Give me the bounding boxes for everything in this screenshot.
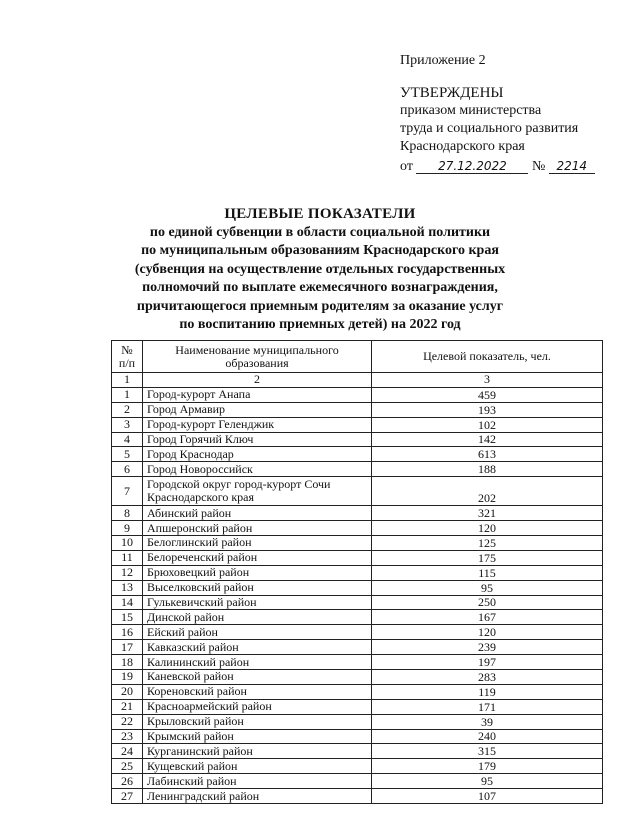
- document-title: [0, 205, 640, 335]
- table-row: [112, 506, 603, 521]
- row-name: Динской район: [143, 610, 372, 625]
- header-num: № п/п: [112, 341, 143, 373]
- row-name: Город Краснодар: [143, 447, 372, 462]
- row-number: 17: [112, 640, 143, 655]
- row-name: Город Армавир: [143, 402, 372, 417]
- row-name: Городской округ город-курорт Сочи Краснодарского края: [143, 477, 372, 506]
- row-number: 7: [112, 477, 143, 506]
- row-number: 10: [112, 536, 143, 551]
- indicators-table: [111, 340, 603, 804]
- row-number: 20: [112, 684, 143, 699]
- row-value: 283: [372, 670, 603, 685]
- row-value: 175: [372, 550, 603, 565]
- row-name: Ейский район: [143, 625, 372, 640]
- table-header-row: [112, 341, 603, 373]
- title-line: по единой субвенции в области социальной политики: [149, 224, 491, 240]
- table-row: [112, 550, 603, 565]
- row-value: 39: [372, 714, 603, 729]
- table-row: [112, 714, 603, 729]
- appendix-label: Приложение 2: [400, 53, 486, 68]
- row-name: Каневской район: [143, 670, 372, 685]
- row-name: Калининский район: [143, 655, 372, 670]
- row-number: 21: [112, 699, 143, 714]
- row-value: 107: [372, 789, 603, 804]
- title-line: (субвенция на осуществление отдельных государственных: [134, 261, 506, 277]
- row-number: 22: [112, 714, 143, 729]
- row-name: Апшеронский район: [143, 521, 372, 536]
- index-cell: 1: [112, 373, 143, 388]
- row-name: Кущевский район: [143, 759, 372, 774]
- table-row: [112, 774, 603, 789]
- row-name: Брюховецкий район: [143, 565, 372, 580]
- header-value: Целевой показатель, чел.: [372, 341, 603, 373]
- header-name: Наименование муниципального образования: [143, 341, 372, 373]
- table-row: [112, 744, 603, 759]
- table-row: [112, 699, 603, 714]
- table-row: [112, 610, 603, 625]
- title-line: полномочий по выплате ежемесячного вознаграждения,: [142, 280, 498, 295]
- table-row: [112, 402, 603, 417]
- row-value: 95: [372, 774, 603, 789]
- row-number: 19: [112, 670, 143, 685]
- approval-line-2: труда и социального развития: [400, 121, 579, 136]
- table-row: [112, 417, 603, 432]
- row-name: Выселковский район: [143, 580, 372, 595]
- column-index-row: [112, 373, 603, 388]
- row-name: Крыловский район: [143, 714, 372, 729]
- row-number: 9: [112, 521, 143, 536]
- table-body: [112, 373, 603, 804]
- row-value: 171: [372, 699, 603, 714]
- row-number: 25: [112, 759, 143, 774]
- table-row: [112, 387, 603, 402]
- row-number: 13: [112, 580, 143, 595]
- row-value: 120: [372, 521, 603, 536]
- row-number: 6: [112, 462, 143, 477]
- row-value: 321: [372, 506, 603, 521]
- row-number: 4: [112, 432, 143, 447]
- table-row: [112, 565, 603, 580]
- row-number: 27: [112, 789, 143, 804]
- table-row: [112, 447, 603, 462]
- row-number: 5: [112, 447, 143, 462]
- row-number: 12: [112, 565, 143, 580]
- row-name: Гулькевичский район: [143, 595, 372, 610]
- row-value: 119: [372, 684, 603, 699]
- table-row: [112, 684, 603, 699]
- row-value: 315: [372, 744, 603, 759]
- table-row: [112, 640, 603, 655]
- row-value: 115: [372, 565, 603, 580]
- row-number: 26: [112, 774, 143, 789]
- row-number: 2: [112, 402, 143, 417]
- row-number: 16: [112, 625, 143, 640]
- approval-line-1: приказом министерства: [400, 103, 542, 118]
- table-row: [112, 595, 603, 610]
- row-number: 11: [112, 550, 143, 565]
- row-name: Абинский район: [143, 506, 372, 521]
- row-name: Лабинский район: [143, 774, 372, 789]
- table-row: [112, 462, 603, 477]
- title-main: ЦЕЛЕВЫЕ ПОКАЗАТЕЛИ: [224, 206, 416, 222]
- number-prefix: №: [531, 159, 546, 174]
- row-value: 250: [372, 595, 603, 610]
- table-row: [112, 432, 603, 447]
- row-number: 3: [112, 417, 143, 432]
- table-row: [112, 625, 603, 640]
- row-number: 15: [112, 610, 143, 625]
- index-cell: 3: [372, 373, 603, 388]
- table-row: [112, 536, 603, 551]
- table-row: [112, 670, 603, 685]
- row-number: 23: [112, 729, 143, 744]
- row-name: Крымский район: [143, 729, 372, 744]
- row-value: 102: [372, 417, 603, 432]
- row-number: 24: [112, 744, 143, 759]
- row-value: 120: [372, 625, 603, 640]
- title-line: по воспитанию приемных детей) на 2022 год: [179, 317, 461, 332]
- table-row: [112, 759, 603, 774]
- order-date: 27.12.2022: [416, 159, 528, 174]
- date-prefix: от: [400, 159, 413, 174]
- row-name: Курганинский район: [143, 744, 372, 759]
- row-name: Город Новороссийск: [143, 462, 372, 477]
- approval-block: [400, 52, 595, 176]
- row-name: Ленинградский район: [143, 789, 372, 804]
- approval-line-3: Краснодарского края: [400, 139, 525, 154]
- table-row: [112, 580, 603, 595]
- row-number: 1: [112, 387, 143, 402]
- row-value: 179: [372, 759, 603, 774]
- table-row: [112, 789, 603, 804]
- table-row: [112, 729, 603, 744]
- order-number: 2214: [549, 159, 595, 174]
- row-value: 167: [372, 610, 603, 625]
- table-row: [112, 521, 603, 536]
- row-name: Город-курорт Анапа: [143, 387, 372, 402]
- row-value: 459: [372, 387, 603, 402]
- table-row: [112, 477, 603, 506]
- row-name: Город-курорт Геленджик: [143, 417, 372, 432]
- row-value: 188: [372, 462, 603, 477]
- row-number: 18: [112, 655, 143, 670]
- title-line: по муниципальным образованиям Краснодарского края: [141, 243, 499, 258]
- row-value: 193: [372, 402, 603, 417]
- row-name: Город Горячий Ключ: [143, 432, 372, 447]
- row-value: 613: [372, 447, 603, 462]
- row-number: 14: [112, 595, 143, 610]
- order-date-line: [400, 158, 595, 176]
- row-value: 197: [372, 655, 603, 670]
- row-name: Белоглинский район: [143, 536, 372, 551]
- row-name: Красноармейский район: [143, 699, 372, 714]
- row-value: 125: [372, 536, 603, 551]
- row-number: 8: [112, 506, 143, 521]
- table-row: [112, 655, 603, 670]
- row-value: 202: [372, 477, 603, 506]
- row-name: Кавказский район: [143, 640, 372, 655]
- row-value: 95: [372, 580, 603, 595]
- title-line: причитающегося приемным родителям за оказание услуг: [136, 298, 504, 314]
- index-cell: 2: [143, 373, 372, 388]
- approved-heading: УТВЕРЖДЕНЫ: [400, 85, 504, 101]
- row-name: Белореченский район: [143, 550, 372, 565]
- row-value: 142: [372, 432, 603, 447]
- row-value: 239: [372, 640, 603, 655]
- row-value: 240: [372, 729, 603, 744]
- row-name: Кореновский район: [143, 684, 372, 699]
